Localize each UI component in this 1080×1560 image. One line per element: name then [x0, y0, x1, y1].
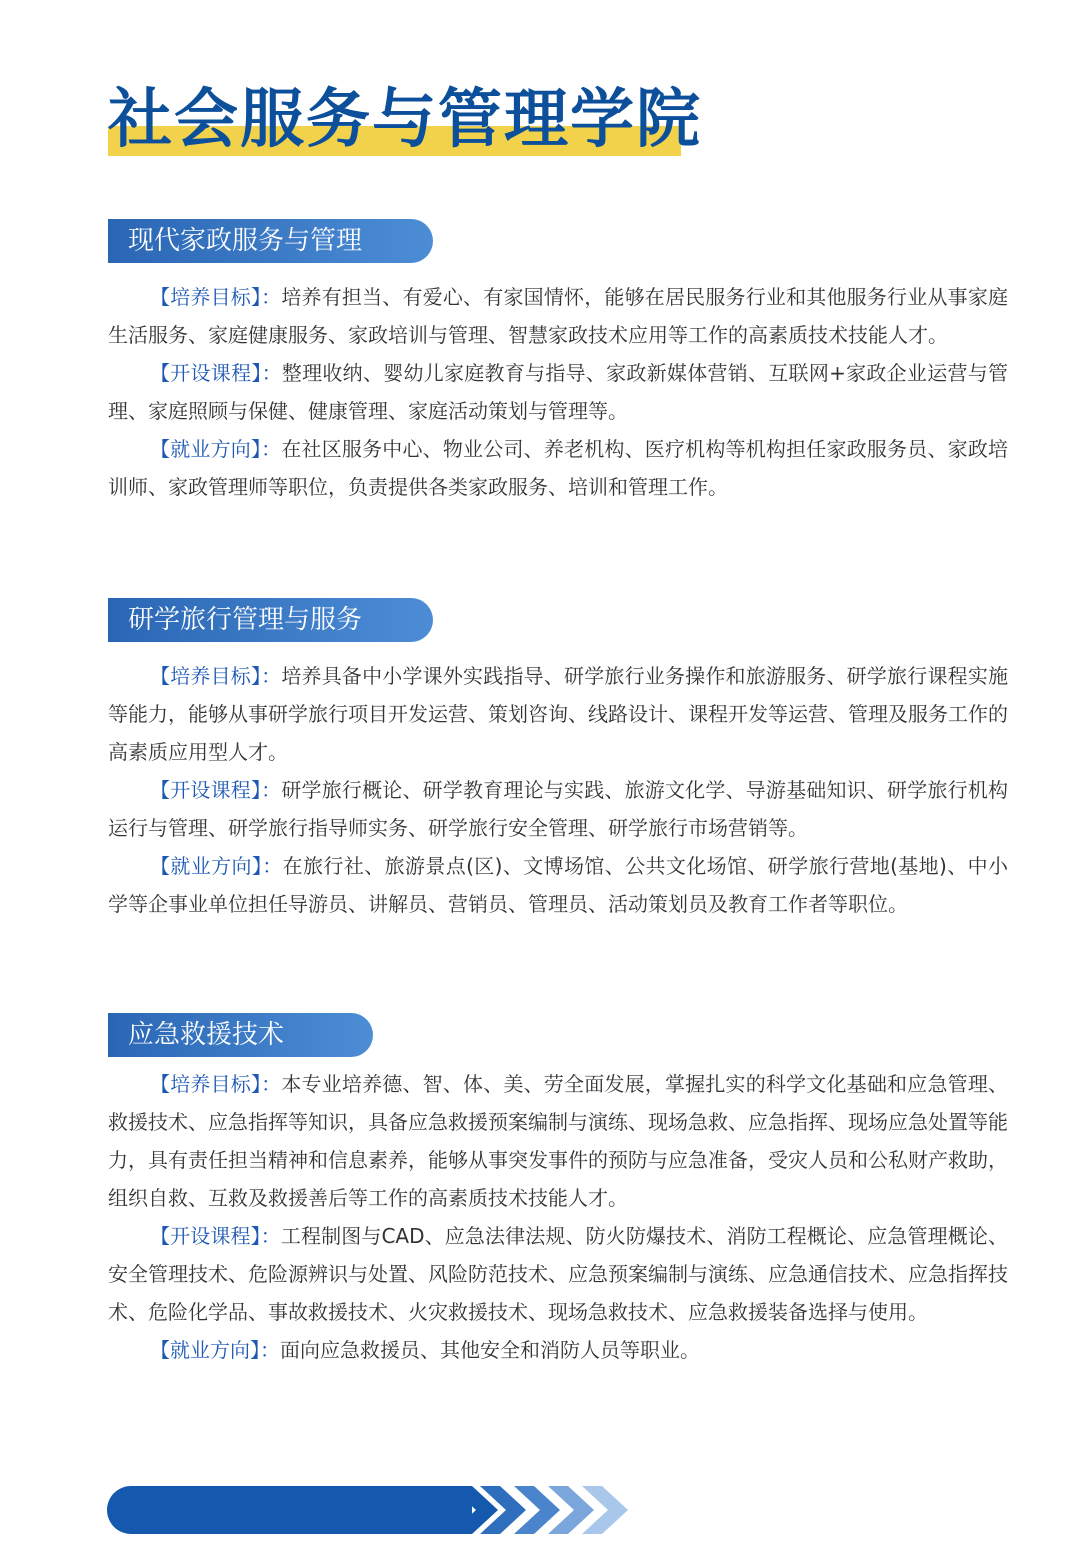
- training-goal-label: 【培养目标】：: [150, 1072, 282, 1096]
- training-goal-label: 【培养目标】：: [150, 664, 282, 688]
- section-header-home-services: 现代家政服务与管理: [108, 219, 433, 263]
- training-goal-text: 培养有担当、有爱心、有家国情怀，能够在居民服务行业和其他服务行业从事家庭生活服务、家庭健康服务、家政培训与管理、智慧家政技术应用等工作的高素质技术技能人才。: [108, 285, 1009, 347]
- courses-text: 工程制图与CAD、应急法律法规、防火防爆技术、消防工程概论、应急管理概论、安全管理技术、危险源辨识与处置、风险防范技术、应急预案编制与演练、应急通信技术、应急指挥技术、危险化学品、事故救援技术、火灾救援技术、现场急救技术、应急救援装备选择与使用。: [108, 1224, 1009, 1324]
- page-title: 社会服务与管理学院: [108, 83, 702, 157]
- section-body-home-services: [108, 278, 1008, 506]
- employment-paragraph: [108, 430, 1008, 506]
- courses-paragraph: [108, 1217, 1008, 1331]
- training-goal-text: 本专业培养德、智、体、美、劳全面发展，掌握扎实的科学文化基础和应急管理、救援技术、应急指挥等知识，具备应急救援预案编制与演练、现场急救、应急指挥、现场应急处置等能力，具有责任担当精神和信息素养，能够从事突发事件的预防与应急准备，受灾人员和公私财产救助，组织自救、互救及救援善后等工作的高素质技术技能人才。: [108, 1072, 1009, 1210]
- footer-chevrons-icon: [450, 1486, 630, 1534]
- section-body-emergency-rescue: [108, 1065, 1008, 1369]
- employment-text: 在旅行社、旅游景点(区)、文博场馆、公共文化场馆、研学旅行营地(基地)、中小学等企事业单位担任导游员、讲解员、营销员、管理员、活动策划员及教育工作者等职位。: [108, 854, 1008, 916]
- section-header-study-travel: 研学旅行管理与服务: [108, 598, 433, 642]
- training-goal-text: 培养具备中小学课外实践指导、研学旅行业务操作和旅游服务、研学旅行课程实施等能力，能够从事研学旅行项目开发运营、策划咨询、线路设计、课程开发等运营、管理及服务工作的高素质应用型人才。: [108, 664, 1009, 764]
- training-goal-paragraph: [108, 657, 1008, 771]
- courses-text: 研学旅行概论、研学教育理论与实践、旅游文化学、导游基础知识、研学旅行机构运行与管理、研学旅行指导师实务、研学旅行安全管理、研学旅行市场营销等。: [108, 778, 1009, 840]
- courses-text: 整理收纳、婴幼儿家庭教育与指导、家政新媒体营销、互联网+家政企业运营与管理、家庭照顾与保健、健康管理、家庭活动策划与管理等。: [108, 361, 1008, 423]
- employment-label: 【就业方向】：: [150, 1338, 280, 1362]
- section-header-emergency-rescue: 应急救援技术: [108, 1013, 373, 1057]
- employment-paragraph: [108, 1331, 1008, 1369]
- section-body-study-travel: [108, 657, 1008, 923]
- courses-paragraph: [108, 354, 1008, 430]
- training-goal-paragraph: [108, 1065, 1008, 1217]
- training-goal-paragraph: [108, 278, 1008, 354]
- courses-label: 【开设课程】：: [150, 361, 282, 385]
- courses-label: 【开设课程】：: [150, 1224, 281, 1248]
- employment-text: 面向应急救援员、其他安全和消防人员等职业。: [280, 1338, 700, 1362]
- employment-text: 在社区服务中心、物业公司、养老机构、医疗机构等机构担任家政服务员、家政培训师、家政管理师等职位，负责提供各类家政服务、培训和管理工作。: [108, 437, 1009, 499]
- footer-bar: [107, 1486, 472, 1534]
- training-goal-label: 【培养目标】：: [150, 285, 282, 309]
- employment-paragraph: [108, 847, 1008, 923]
- employment-label: 【就业方向】：: [150, 437, 282, 461]
- courses-paragraph: [108, 771, 1008, 847]
- courses-label: 【开设课程】：: [150, 778, 282, 802]
- employment-label: 【就业方向】：: [150, 854, 283, 878]
